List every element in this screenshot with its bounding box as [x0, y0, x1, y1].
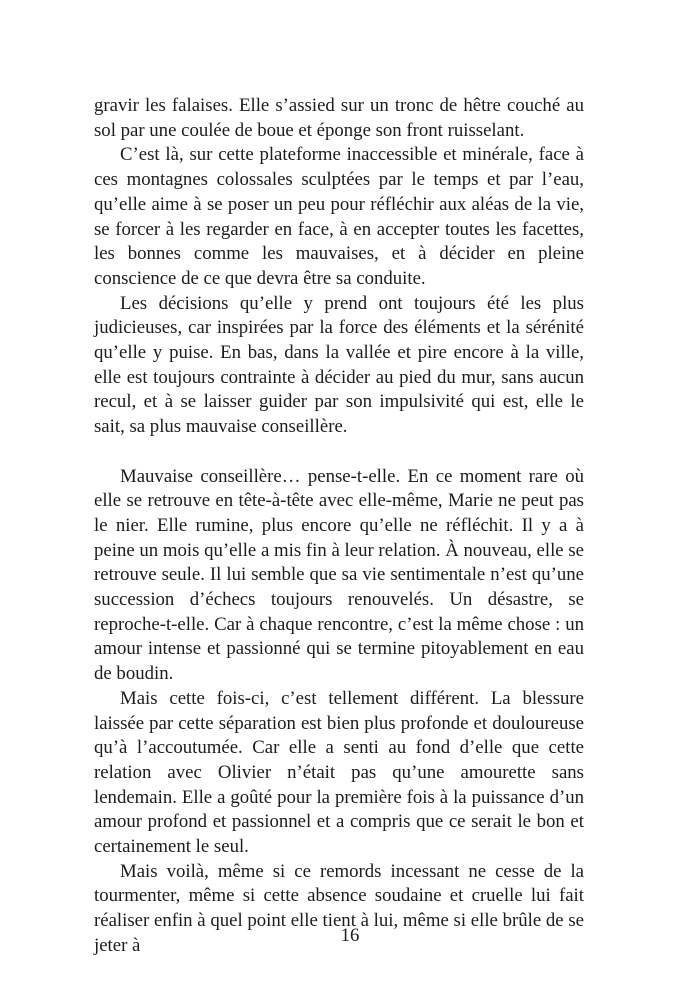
- paragraph-continuation: gravir les falaises. Elle s’assied sur un tronc de hêtre couché au sol par une coulée de boue et éponge son front ruisselant.: [94, 95, 584, 141]
- paragraph: Mauvaise conseillère… pense-t-elle. En ce moment rare où elle se retrouve en tête-à-tête avec elle-même, Marie ne peut pas le nier. Elle rumine, plus encore qu’elle ne réfléchit. Il y a à peine un mois qu’elle a mis fin à leur relation. À nouveau, elle se retrouve seule. Il lui semble que sa vie sentimentale n’est qu’une succession d’échecs toujours renouvelés. Un désastre, se reproche-t-elle. Car à chaque rencontre, c’est la même chose : un amour intense et passionné qui se termine pitoyablement en eau de boudin.: [94, 465, 584, 685]
- paragraph: Les décisions qu’elle y prend ont toujours été les plus judicieuses, car inspirées par la force des éléments et la sérénité qu’elle y puise. En bas, dans la vallée et pire encore à la ville, elle est toujours contrainte à décider au pied du mur, sans aucun recul, et à se laisser guider par son impulsivité qui est, elle le sait, sa plus mauvaise conseillère.: [94, 292, 584, 438]
- body-text: [94, 94, 584, 959]
- paragraph: C’est là, sur cette plateforme inaccessible et minérale, face à ces montagnes colossales sculptées par le temps et par l’eau, qu’elle aime à se poser un peu pour réfléchir aux aléas de la vie, se forcer à les regarder en face, à en accepter toutes les facettes, les bonnes comme les mauvaises, et à décider en pleine conscience de ce que devra être sa conduite.: [94, 144, 584, 289]
- paragraph: Mais cette fois-ci, c’est tellement différent. La blessure laissée par cette séparation est bien plus profonde et douloureuse qu’à l’accoutumée. Car elle a senti au fond d’elle que cette relation avec Olivier n’était pas qu’une amourette sans lendemain. Elle a goûté pour la première fois à la puissance d’un amour profond et passionnel et a compris que ce serait le bon et certainement le seul.: [94, 687, 584, 858]
- paragraph: Mais voilà, même si ce remords incessant ne cesse de la tourmenter, même si cette absence soudaine et cruelle lui fait réaliser enfin à quel point elle tient à lui, même si elle brûle de se jeter à: [94, 860, 584, 956]
- page-number: 16: [340, 925, 360, 946]
